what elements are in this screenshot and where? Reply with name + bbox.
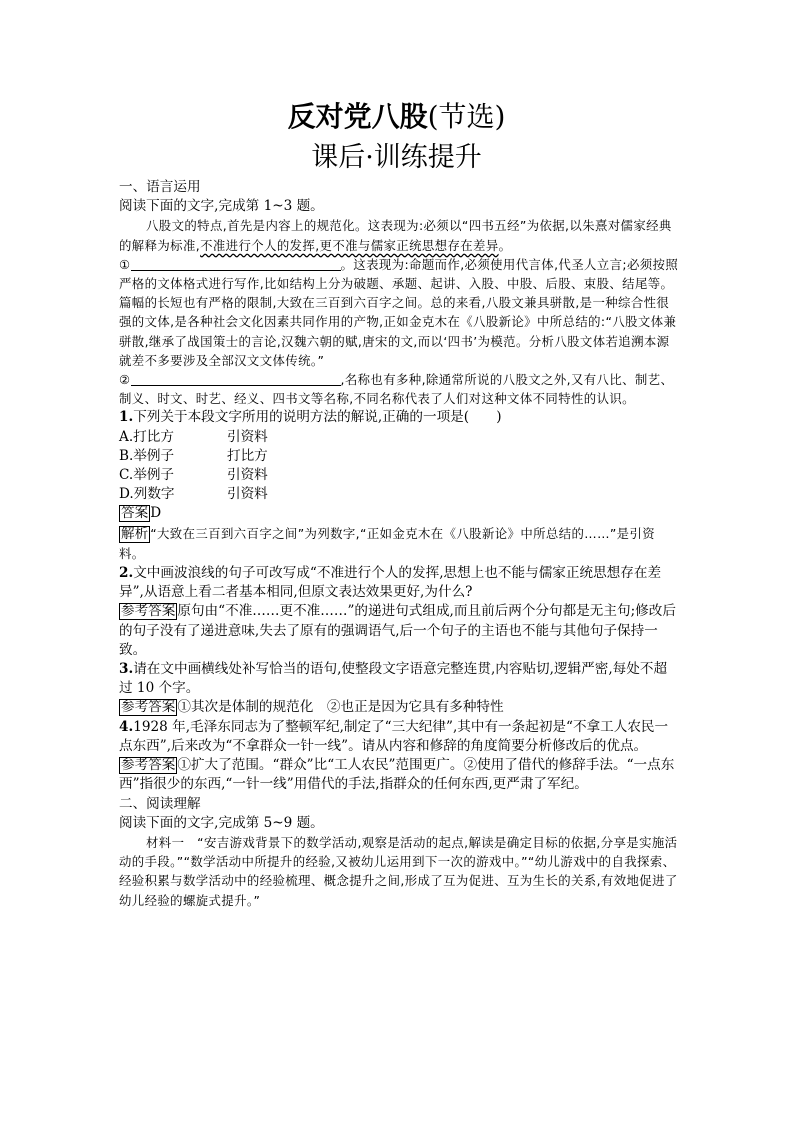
para1-text: 八股文的特点,首先是内容上的规范化。这表现为:必须以“四书五经”为依据,以朱熹对儒家经典的解释为标准, xyxy=(119,218,672,253)
answer-1 xyxy=(119,504,679,523)
question-3 xyxy=(119,660,679,698)
option-a-left: A.打比方 xyxy=(119,428,174,445)
option-c-left: C.举例子 xyxy=(119,467,175,484)
para3-text: ,名称也有多种,除通常所说的八股文之外,又有八比、制艺、制义、时文、时艺、经义、四书文等名称,不同名称代表了人们对这种文体不同特性的认识。 xyxy=(119,372,674,407)
option-c-right: 引资料 xyxy=(227,467,268,484)
question-text: 下列关于本段文字所用的说明方法的解说,正确的一项是( ) xyxy=(133,409,502,426)
blank-1-line[interactable] xyxy=(131,256,341,271)
section1-intro: 阅读下面的文字,完成第 1~3 题。 xyxy=(119,198,324,215)
material-1: 材料一 “安吉游戏背景下的数学活动,观察是活动的起点,解读是确定目标的依据,分享是实施活动的手段。”“数学活动中所提升的经验,又被幼儿运用到下一次的游戏中。”“幼儿游戏中的自我探索、经验积累与数学活动中的经验梳理、概念提升之间,形成了互为促进、互为生长的关系,有效地促进了幼儿经验的螺旋式提升。” xyxy=(119,834,678,908)
answer-text: ①其次是体制的规范化 ②也正是因为它具有多种特性 xyxy=(177,699,504,716)
answer-text: ①扩大了范围。“群众”比“工人农民”范围更广。②使用了借代的修辞手法。“一点东西”指很少的东西,“一针一线”用借代的手法,指群众的任何东西,更严肃了军纪。 xyxy=(119,757,675,793)
answer-2 xyxy=(119,602,679,660)
section1-heading: 一、语言运用 xyxy=(119,179,201,195)
question-text: 1928 年,毛泽东同志为了整顿军纪,制定了“三大纪律”,其中有一条起初是“不拿工人农民一点东西”,后来改为“不拿群众一针一线”。请从内容和修辞的角度简要分析修改后的优点。 xyxy=(119,718,669,754)
blank-2-line[interactable] xyxy=(131,371,341,386)
answer-3 xyxy=(119,698,679,717)
option-c xyxy=(119,466,679,485)
question-4 xyxy=(119,718,679,756)
question-number: 2. xyxy=(119,565,134,582)
answer-text: D xyxy=(150,505,162,522)
question-number: 3. xyxy=(119,661,134,678)
question-text: 请在文中画横线处补写恰当的语句,使整段文字语意完整连贯,内容贴切,逻辑严密,每处不超过 10 个字。 xyxy=(119,661,668,697)
title-main: 反对党八股 xyxy=(287,100,428,133)
page-title xyxy=(0,98,793,136)
option-d xyxy=(119,485,679,504)
answer-label: 参考答案 xyxy=(121,757,176,774)
option-b xyxy=(119,447,679,466)
passage-paragraph-3 xyxy=(119,370,679,408)
answer-label: 答案 xyxy=(121,505,149,522)
option-a xyxy=(119,428,679,447)
option-a-right: 引资料 xyxy=(227,428,268,445)
para1-end: 。 xyxy=(498,237,512,253)
question-text: 文中画波浪线的句子可改写成“不准进行个人的发挥,思想上也不能与儒家正统思想存在差异”,从语意上看二者基本相同,但原文表达效果更好,为什么? xyxy=(119,565,662,601)
question-number: 4. xyxy=(119,718,134,735)
question-number: 1. xyxy=(119,409,134,426)
answer-4 xyxy=(119,756,679,794)
section2-heading: 二、阅读理解 xyxy=(119,795,201,812)
para2-text: 。这表现为:命题而作,必须使用代言体,代圣人立言;必须按照严格的文体格式进行写作,比如结构上分为破题、承题、起讲、入股、中股、后股、束股、结尾等。篇幅的长短也有严格的限制,大致在三百到六百字之间。总的来看,八股文兼具骈散,是一种综合性很强的文体,是各种社会文化因素共同作用的产物,正如金克木在《八股新论》中所总结的:“八股文体兼骈散,继承了战国策士的言论,汉魏六朝的赋,唐宋的文,而以‘四书’为模范。分析八股文体若追溯本源就差不多要涉及全部汉文文体传统。” xyxy=(119,256,679,368)
answer-text: 原句由“不准……更不准……”的递进句式组成,而且前后两个分句都是无主句;修改后的句子没有了递进意味,失去了原有的强调语气,后一个句子的主语也不能与其他句子保持一致。 xyxy=(119,603,676,658)
page-subtitle: 课后·训练提升 xyxy=(311,142,482,173)
question-1 xyxy=(119,408,679,427)
option-b-right: 打比方 xyxy=(227,447,268,464)
blank-2-marker: ② xyxy=(119,372,131,388)
section2-intro: 阅读下面的文字,完成第 5~9 题。 xyxy=(119,814,324,831)
answer-label: 参考答案 xyxy=(121,699,176,716)
worksheet-content xyxy=(119,178,679,910)
blank-1-marker: ① xyxy=(119,256,131,272)
passage-paragraph-1 xyxy=(119,216,679,254)
answer-label: 参考答案 xyxy=(121,603,176,620)
option-d-left: D.列数字 xyxy=(119,486,175,503)
title-sub: (节选) xyxy=(427,100,506,133)
option-b-left: B.举例子 xyxy=(119,447,175,464)
question-2 xyxy=(119,564,679,602)
analysis-label: 解析 xyxy=(121,525,149,542)
analysis-text: “大致在三百到六百字之间”为列数字,“正如金克木在《八股新论》中所总结的……”是引资料。 xyxy=(119,525,656,561)
passage-paragraph-2 xyxy=(119,255,679,370)
wavy-sentence: 不准进行个人的发挥,更不准与儒家正统思想存在差异 xyxy=(200,237,499,253)
analysis-1 xyxy=(119,524,679,564)
option-d-right: 引资料 xyxy=(227,486,268,503)
